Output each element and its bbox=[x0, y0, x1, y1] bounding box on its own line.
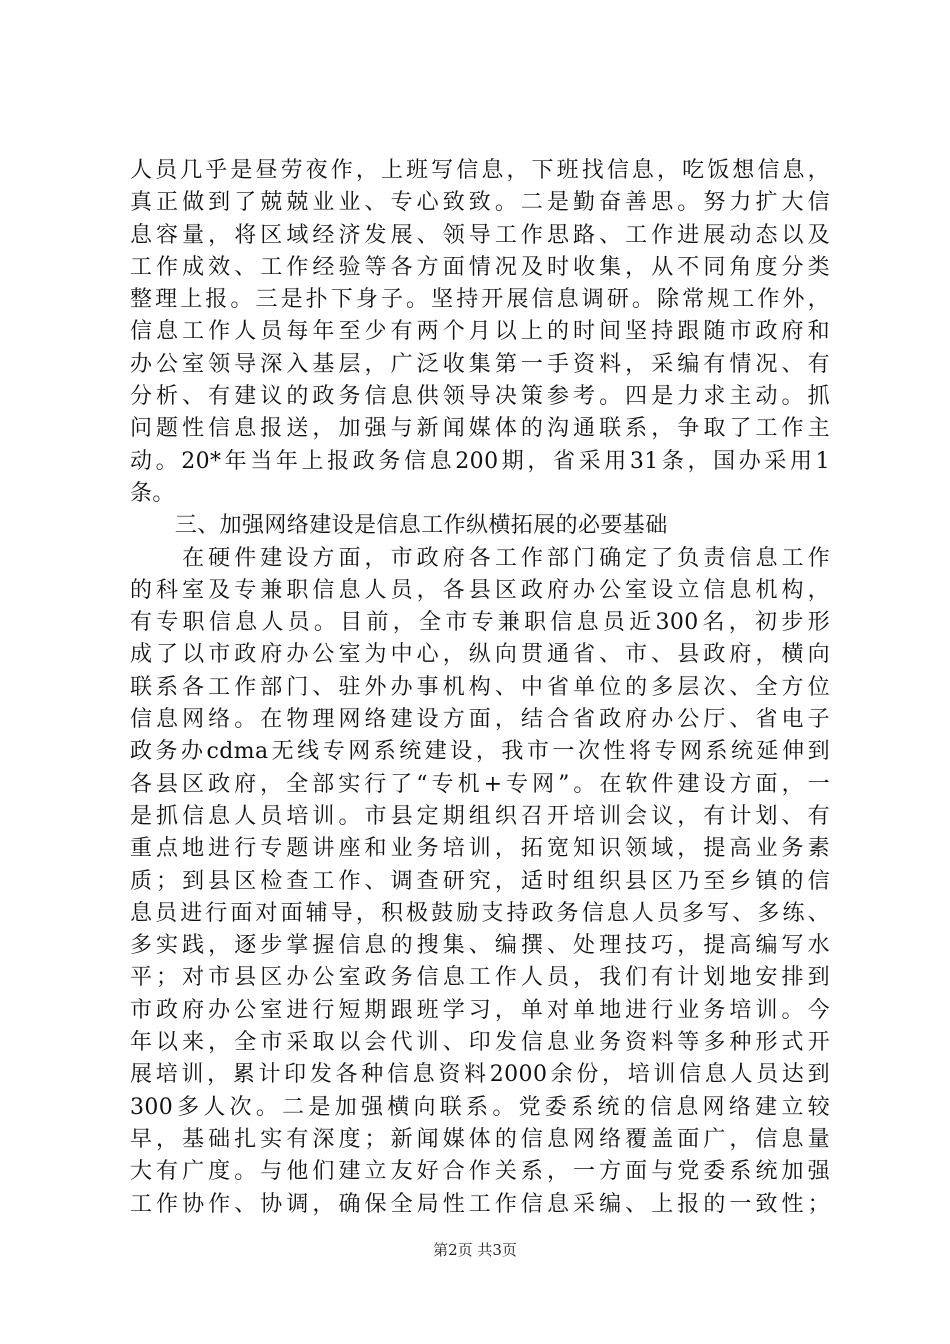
text-line: 信息网络。在物理网络建设方面，结合省政府办公厅、省电子 bbox=[130, 707, 830, 733]
text-line: 动。20*年当年上报政务信息200期，省采用31条，国办采用1 bbox=[130, 448, 830, 474]
text-line: 各县区政府，全部实行了“专机+专网”。在软件建设方面，一 bbox=[130, 771, 830, 797]
text-line: 重点地进行专题讲座和业务培训，拓宽知识领域，提高业务素 bbox=[130, 836, 830, 862]
document-body bbox=[130, 155, 830, 1221]
text-line: 的科室及专兼职信息人员，各县区政府办公室设立信息机构， bbox=[130, 577, 830, 603]
text-line: 年以来，全市采取以会代训、印发信息业务资料等多种形式开 bbox=[130, 1030, 830, 1056]
text-line: 政务办cdma无线专网系统建设，我市一次性将专网系统延伸到 bbox=[130, 739, 830, 765]
text-line: 问题性信息报送，加强与新闻媒体的沟通联系，争取了工作主 bbox=[130, 416, 830, 442]
text-line: 平；对市县区办公室政务信息工作人员，我们有计划地安排到 bbox=[130, 965, 830, 991]
text-line: 300多人次。二是加强横向联系。党委系统的信息网络建立较 bbox=[130, 1094, 830, 1120]
text-line: 办公室领导深入基层，广泛收集第一手资料，采编有情况、有 bbox=[130, 351, 830, 377]
text-line: 息员进行面对面辅导，积极鼓励支持政务信息人员多写、多练、 bbox=[130, 900, 830, 926]
text-line: 早，基础扎实有深度；新闻媒体的信息网络覆盖面广，信息量 bbox=[130, 1126, 830, 1152]
text-line: 信息工作人员每年至少有两个月以上的时间坚持跟随市政府和 bbox=[130, 319, 830, 345]
text-line: 展培训，累计印发各种信息资料2000余份，培训信息人员达到 bbox=[130, 1062, 830, 1088]
text-line: 真正做到了兢兢业业、专心致致。二是勤奋善思。努力扩大信 bbox=[130, 190, 830, 216]
text-line: 市政府办公室进行短期跟班学习，单对单地进行业务培训。今 bbox=[130, 997, 830, 1023]
text-line: 多实践，逐步掌握信息的搜集、编撰、处理技巧，提高编写水 bbox=[130, 933, 830, 959]
text-line: 人员几乎是昼劳夜作，上班写信息，下班找信息，吃饭想信息， bbox=[130, 158, 830, 183]
text-line: 工作协作、协调，确保全局性工作信息采编、上报的一致性； bbox=[130, 1191, 830, 1217]
text-line: 条。 bbox=[130, 480, 175, 506]
text-line: 工作成效、工作经验等各方面情况及时收集，从不同角度分类 bbox=[130, 254, 830, 280]
text-line: 整理上报。三是扑下身子。坚持开展信息调研。除常规工作外， bbox=[130, 287, 830, 313]
text-line: 息容量，将区域经济发展、领导工作思路、工作进展动态以及 bbox=[130, 222, 830, 248]
text-line: 联系各工作部门、驻外办事机构、中省单位的多层次、全方位 bbox=[130, 674, 830, 700]
text-line: 在硬件建设方面，市政府各工作部门确定了负责信息工作 bbox=[130, 545, 830, 571]
text-line: 分析、有建议的政务信息供领导决策参考。四是力求主动。抓 bbox=[130, 384, 830, 410]
text-line: 大有广度。与他们建立友好合作关系，一方面与党委系统加强 bbox=[130, 1159, 830, 1185]
text-line: 质；到县区检查工作、调查研究，适时组织县区乃至乡镇的信 bbox=[130, 868, 830, 894]
text-line: 有专职信息人员。目前，全市专兼职信息员近300名，初步形 bbox=[130, 610, 830, 636]
text-line: 是抓信息人员培训。市县定期组织召开培训会议，有计划、有 bbox=[130, 803, 830, 829]
page-footer: 第2页 共3页 bbox=[433, 1241, 517, 1259]
text-line: 三、加强网络建设是信息工作纵横拓展的必要基础 bbox=[130, 513, 668, 539]
text-line: 成了以市政府办公室为中心，纵向贯通省、市、县政府，横向 bbox=[130, 642, 830, 668]
